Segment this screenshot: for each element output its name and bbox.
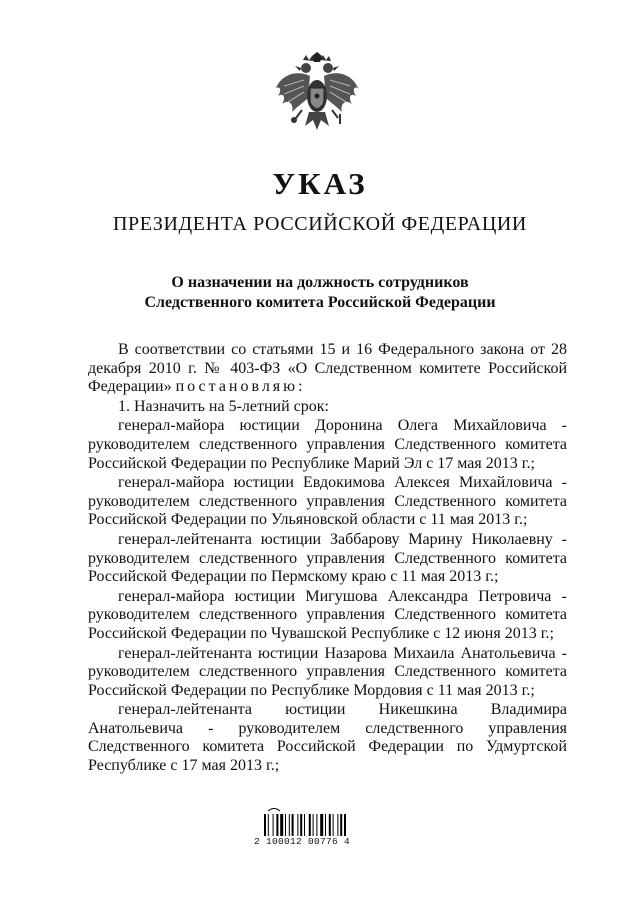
double-headed-eagle-icon [272,52,362,156]
barcode-bar [280,814,283,836]
decree-body [88,341,567,777]
appointment-paragraph: генерал-майора юстиции Евдокимова Алексея Михайловича - руководителем следственного управления Следственного комитета Российской Федерации по Ульяновской области с 11 мая 2013 г.; [88,474,567,529]
barcode-bar [268,814,269,836]
barcode-bar [344,814,346,836]
barcode-bar [309,814,311,836]
heading-line-1: О назначении на должность сотрудников [171,274,469,291]
barcode-bar [340,814,342,836]
document-subtitle: ПРЕЗИДЕНТА РОССИЙСКОЙ ФЕДЕРАЦИИ [113,213,527,235]
appointment-paragraph: генерал-лейтенанта юстиции Назарова Михаила Анатольевича - руководителем следственного управления Следственного комитета Российской Федерации по Республике Мордовия с 11 мая 2013 г.; [88,644,567,699]
preamble-text: В соответствии со статьями 15 и 16 Федерального закона от 28 декабря 2010 г. № 403-ФЗ «О Следственном комитете Российской Федерации» [88,341,567,396]
barcode-bar [273,814,274,836]
barcode-mark [268,809,280,812]
barcode-bar [297,814,298,836]
appointment-paragraph: генерал-майора юстиции Доронина Олега Михайловича - руководителем следственного управления Следственного комитета Российской Федерации по Республике Марий Эл с 17 мая 2013 г.; [88,417,567,472]
barcode-bar [325,814,326,836]
barcode-bar [300,814,302,836]
barcode-bar [304,814,305,836]
barcode-bar [276,814,278,836]
barcode-bar [329,814,331,836]
decree-word: постановляю: [175,378,306,396]
decree-heading [0,273,640,313]
heading-line-2: Следственного комитета Российской Федерации [144,294,496,311]
barcode-bar [285,814,286,836]
document-title: УКАЗ [272,166,368,201]
barcode-bar [264,814,266,836]
appointment-paragraph: генерал-лейтенанта юстиции Никешкина Владимира Анатольевича - руководителем следственного управления Следственного комитета Российской Федерации по Удмуртской Республике с 17 мая 2013 г.; [88,701,567,775]
barcode-bar [289,814,290,836]
barcode-number: 2 100012 00776 4 [254,836,351,847]
preamble-paragraph [88,341,567,397]
barcode-bar [333,814,334,836]
appointment-paragraph: генерал-лейтенанта юстиции Заббарову Марину Николаевну - руководителем следственного управления Следственного комитета Российской Федерации по Пермскому краю с 11 мая 2013 г.; [88,530,567,586]
barcode-bar [292,814,294,836]
barcode-bar [313,814,314,836]
barcode-bar [337,814,338,836]
barcode-bar [316,814,317,836]
barcode-bar [320,814,323,836]
appointment-paragraph: генерал-майора юстиции Мигушова Александра Петровича - руководителем следственного управления Следственного комитета Российской Федерации по Чувашской Республике с 12 июня 2013 г.; [88,587,567,642]
item-1: 1. Назначить на 5-летний срок: [118,397,329,415]
